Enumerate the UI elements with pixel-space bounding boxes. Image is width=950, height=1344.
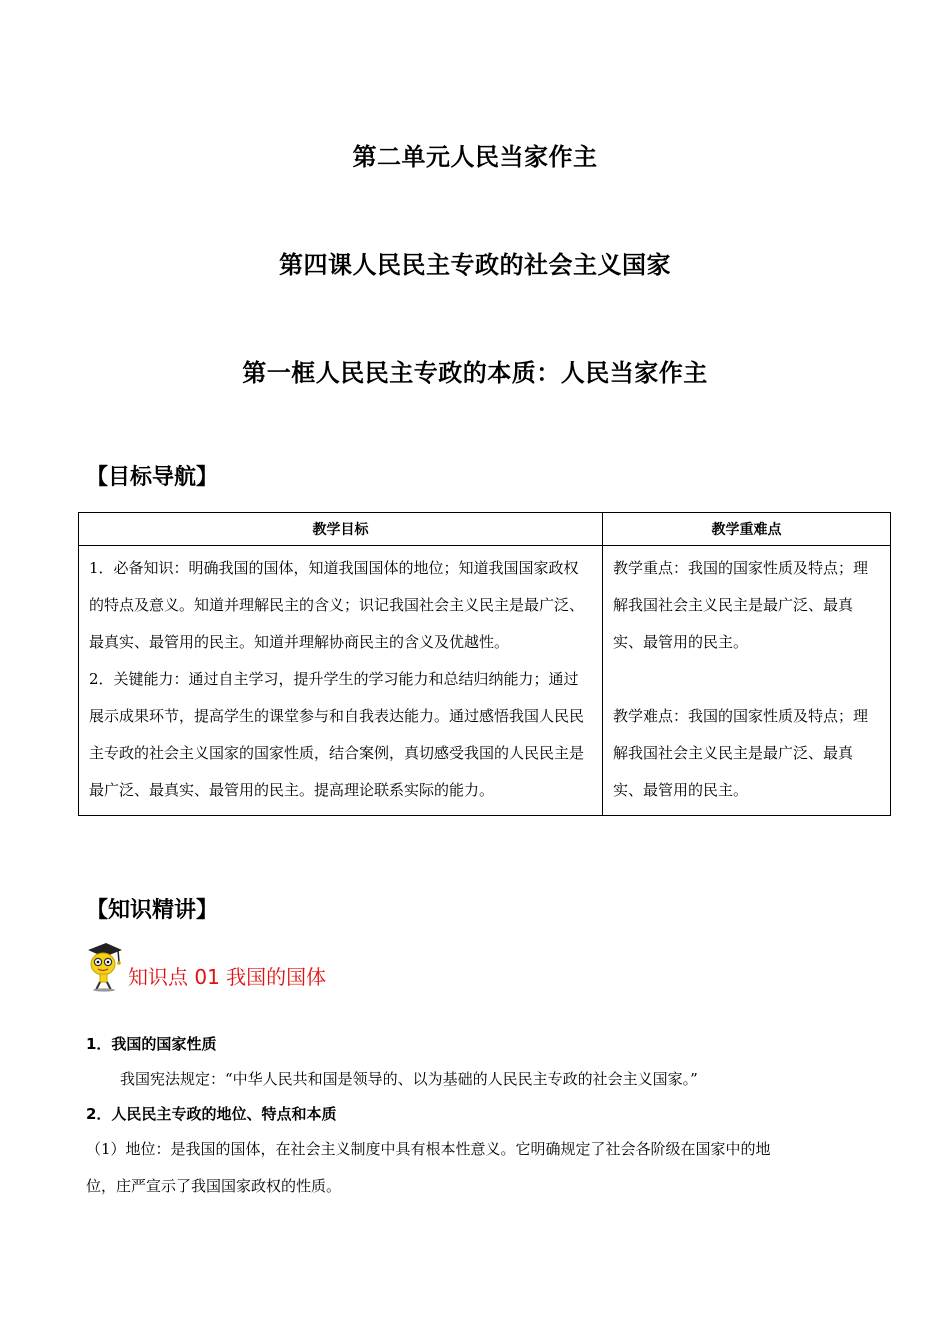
knowledge-point-title: 知识点 01 我国的国体 — [128, 965, 327, 989]
key-point: 教学重点：我国的国家性质及特点；理解我国社会主义民主是最广泛、最真实、最管用的民主。 — [613, 559, 869, 651]
key-points-cell — [603, 546, 891, 816]
content-paragraph-1: 我国宪法规定：“中华人民共和国是领导的、以为基础的人民民主专政的社会主义国家。” — [120, 1070, 698, 1088]
content-paragraph-2-line-1: （1）地位：是我国的国体，在社会主义制度中具有根本性意义。它明确规定了社会各阶级在国家中的地 — [86, 1140, 771, 1158]
header-key-difficult-points: 教学重难点 — [603, 513, 891, 546]
goal-ability: 2．关键能力：通过自主学习，提升学生的学习能力和总结归纳能力；通过展示成果环节，提高学生的课堂参与和自我表达能力。通过感悟我国人民民主专政的社会主义国家的国家性质，结合案例，真切感受我国的人民民主是最广泛、最真实、最管用的民主。提高理论联系实际的能力。 — [89, 670, 585, 799]
header-teaching-goals: 教学目标 — [79, 513, 603, 546]
content-paragraph-2-line-2: 位，庄严宣示了我国国家政权的性质。 — [86, 1177, 342, 1195]
knowledge-point-header — [84, 940, 326, 992]
unit-title: 第二单元人民当家作主 — [352, 143, 598, 171]
frame-title: 第一框人民民主专政的本质：人民当家作主 — [242, 359, 708, 387]
goals-table — [78, 512, 891, 816]
content-heading-1: 1．我国的国家性质 — [86, 1035, 217, 1053]
content-heading-2: 2．人民民主专政的地位、特点和本质 — [86, 1105, 337, 1123]
knowledge-heading: 【知识精讲】 — [86, 898, 219, 923]
graduate-mascot-icon — [84, 940, 124, 992]
lesson-title: 第四课人民民主专政的社会主义国家 — [279, 251, 671, 279]
difficult-point: 教学难点：我国的国家性质及特点；理解我国社会主义民主是最广泛、最真实、最管用的民主。 — [613, 707, 869, 799]
teaching-goals-cell — [79, 546, 603, 816]
goals-nav-heading: 【目标导航】 — [86, 465, 219, 490]
goal-knowledge: 1．必备知识：明确我国的国体，知道我国国体的地位；知道我国国家政权的特点及意义。知道并理解民主的含义；识记我国社会主义民主是最广泛、最真实、最管用的民主。知道并理解协商民主的含义及优越性。 — [89, 559, 585, 651]
